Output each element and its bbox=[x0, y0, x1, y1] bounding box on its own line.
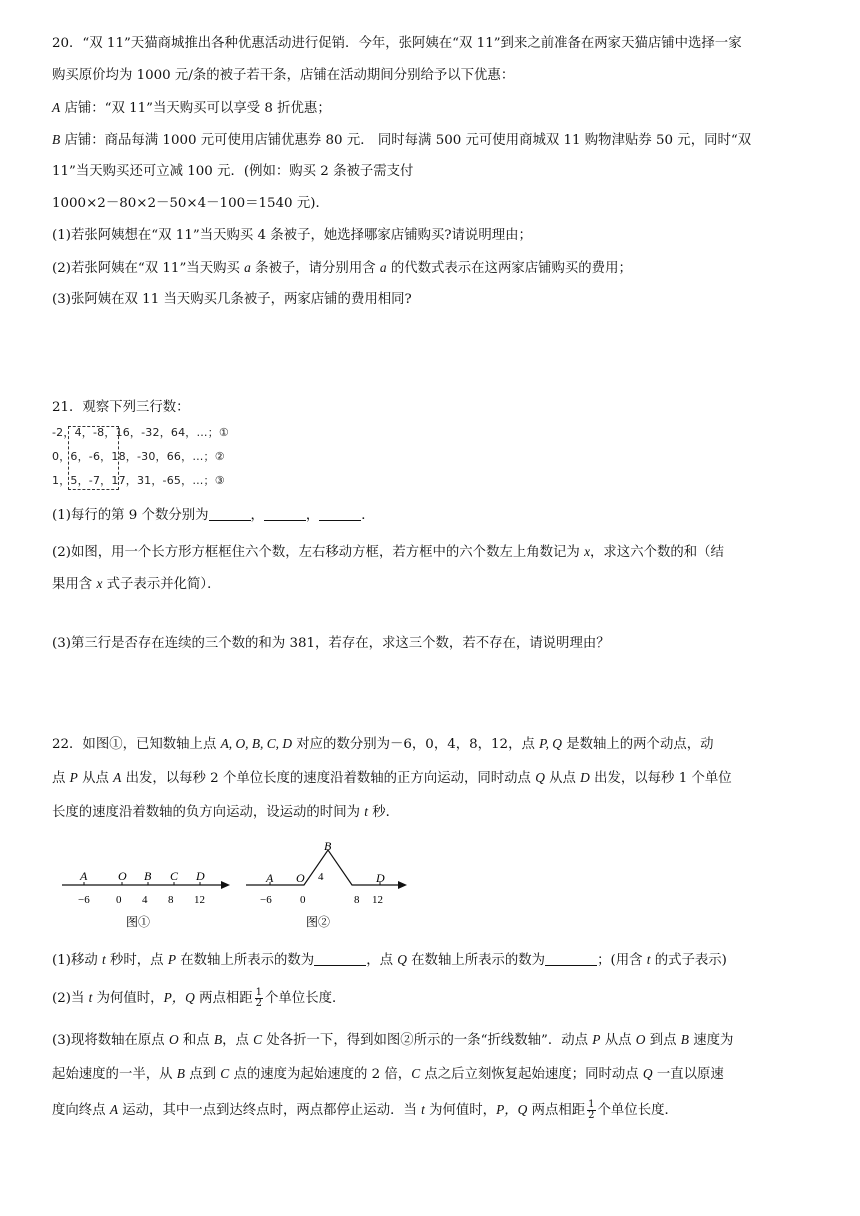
point-value-c: 8 bbox=[168, 894, 174, 906]
var-b: B bbox=[213, 1032, 223, 1047]
separator: ， bbox=[305, 508, 320, 523]
q22-part-2 bbox=[52, 988, 345, 1009]
q21-p1-text: (1)每行的第 9 个数分别为 bbox=[52, 508, 209, 523]
value-c: 8 bbox=[354, 894, 360, 906]
value-o: 0 bbox=[300, 894, 306, 906]
q22-part-1 bbox=[52, 950, 727, 971]
q21-p2-text-b: ，求这六个数的和（结 bbox=[590, 545, 724, 560]
var-pq: P，Q bbox=[496, 1102, 528, 1117]
point-value-d: 12 bbox=[194, 894, 205, 906]
var-q: Q bbox=[535, 770, 545, 785]
var-a: A bbox=[113, 770, 122, 785]
dashed-rectangle-frame bbox=[68, 426, 119, 490]
q21-part-1 bbox=[52, 506, 375, 526]
var-x: x bbox=[96, 576, 103, 591]
point-value-a: −6 bbox=[78, 894, 90, 906]
fraction-one-half bbox=[255, 988, 263, 1009]
arrow-head bbox=[221, 881, 230, 889]
q21-p2-text-c: 果用含 bbox=[52, 577, 97, 592]
answer-blank bbox=[264, 507, 306, 521]
point-label-c: C bbox=[170, 869, 179, 883]
moving-points: P, Q bbox=[539, 736, 562, 751]
t: 出发，以每秒 2 个单位长度的速度沿着数轴的正方向运动，同时动点 bbox=[121, 771, 536, 786]
q20-p2-text-c: 的代数式表示在这两家店铺购买的费用； bbox=[386, 261, 632, 276]
var-a: A bbox=[109, 1102, 119, 1117]
point-label-d: D bbox=[196, 869, 205, 883]
var-p: P bbox=[69, 770, 78, 785]
t: 一直以原速 bbox=[652, 1067, 724, 1082]
t: 从点 bbox=[544, 771, 581, 786]
value-d: 12 bbox=[372, 894, 383, 906]
q21-part-3: (3)第三行是否存在连续的三个数的和为 381，若存在，求这三个数，若不存在，请说明理由？ bbox=[52, 636, 610, 651]
sequence-row-3: 1，5，-7，17，31，-65，…；③ bbox=[52, 474, 225, 487]
q22-line-2 bbox=[52, 768, 732, 789]
answer-blank bbox=[209, 507, 251, 521]
t: 为何值时， bbox=[424, 1103, 497, 1118]
q21-part-2-line-2 bbox=[52, 574, 220, 595]
t: 速度为 bbox=[688, 1033, 734, 1048]
shop-b-letter: B bbox=[52, 132, 61, 147]
t: 在数轴上所表示的数为 bbox=[406, 953, 546, 968]
folded-number-line-figure-2 bbox=[240, 838, 420, 930]
t: 个单位长度． bbox=[597, 1103, 678, 1118]
t: 处各折一下，得到如图②所示的一条“折线数轴”．动点 bbox=[262, 1033, 593, 1048]
sequence-row-2: 0，6，-6，18，-30，66，…；② bbox=[52, 450, 225, 463]
t: (2)当 bbox=[52, 991, 89, 1006]
q20-shop-b bbox=[52, 130, 751, 151]
separator: ， bbox=[250, 508, 264, 523]
var-p: P bbox=[167, 952, 177, 967]
shop-a-text: 店铺：“双 11”当天购买可以享受 8 折优惠； bbox=[60, 101, 331, 116]
t: 和点 bbox=[178, 1033, 214, 1048]
q20-part-3: (3)张阿姨在双 11 当天购买几条被子，两家店铺的费用相同? bbox=[52, 292, 412, 307]
answer-blank bbox=[545, 952, 597, 966]
var-c: C bbox=[253, 1032, 263, 1047]
t: 两点相距 bbox=[194, 991, 253, 1006]
var-o: O bbox=[168, 1032, 179, 1047]
t: 从点 bbox=[77, 771, 114, 786]
var-p: P bbox=[592, 1032, 601, 1047]
number-line-figure-1 bbox=[58, 860, 238, 930]
var-b: B bbox=[176, 1066, 185, 1081]
t: 点的速度为起始速度的 2 倍， bbox=[229, 1067, 412, 1082]
var-a: a bbox=[244, 260, 251, 275]
denominator: 2 bbox=[588, 1110, 595, 1121]
t: 在数轴上所表示的数为 bbox=[176, 953, 315, 968]
fraction-one-half bbox=[587, 1100, 595, 1121]
t: 运动，其中一点到达终点时，两点都停止运动．当 bbox=[118, 1103, 422, 1118]
q22-l1-text-a: 22．如图①，已知数轴上点 bbox=[52, 737, 221, 752]
t: 的式子表示) bbox=[650, 953, 727, 968]
q20-part-2 bbox=[52, 258, 632, 279]
point-label-o: O bbox=[118, 869, 127, 883]
q21-p2-text-d: 式子表示并化简）． bbox=[102, 577, 221, 592]
t: 长度的速度沿着数轴的负方向运动，设运动的时间为 bbox=[52, 805, 365, 820]
q20-part-1: (1)若张阿姨想在“双 11”当天购买 4 条被子，她选择哪家店铺购买?请说明理由； bbox=[52, 228, 532, 243]
var-t: t bbox=[646, 952, 651, 967]
var-d: D bbox=[580, 770, 590, 785]
q22-line-1 bbox=[52, 734, 714, 755]
period: ． bbox=[361, 508, 375, 523]
t: 点 bbox=[52, 771, 70, 786]
t: 为何值时， bbox=[92, 991, 164, 1006]
numerator: 1 bbox=[588, 1099, 595, 1110]
t: ，点 bbox=[222, 1033, 254, 1048]
point-label-a: A bbox=[80, 869, 88, 883]
label-b: B bbox=[324, 839, 332, 853]
value-b: 4 bbox=[318, 871, 324, 883]
point-value-o: 0 bbox=[116, 894, 122, 906]
q20-p2-text-a: (2)若张阿姨在“双 11”当天购买 bbox=[52, 261, 245, 276]
q22-part-3-line-1 bbox=[52, 1030, 733, 1051]
q20-p2-text-b: 条被子，请分别用含 bbox=[250, 261, 380, 276]
q20-shop-a bbox=[52, 98, 331, 119]
var-t: t bbox=[421, 1102, 425, 1117]
var-c: C bbox=[411, 1066, 421, 1081]
var-x: x bbox=[584, 544, 591, 559]
var-a: a bbox=[379, 260, 387, 275]
t: 出发，以每秒 1 个单位 bbox=[589, 771, 732, 786]
t: (3)现将数轴在原点 bbox=[52, 1033, 169, 1048]
var-t: t bbox=[88, 990, 93, 1005]
var-c: C bbox=[220, 1066, 230, 1081]
label-d: D bbox=[376, 871, 385, 885]
point-label-b: B bbox=[144, 869, 152, 883]
t: ，点 bbox=[366, 953, 398, 968]
var-b: B bbox=[680, 1032, 689, 1047]
point-value-b: 4 bbox=[142, 894, 148, 906]
t: 起始速度的一半，从 bbox=[52, 1067, 177, 1082]
numerator: 1 bbox=[255, 987, 263, 998]
figure-1-caption: 图① bbox=[126, 915, 151, 929]
shop-b-text: 店铺：商品每满 1000 元可使用店铺优惠券 80 元． 同时每满 500 元可使用商城双 11 购物津贴券 50 元，同时“双 bbox=[60, 133, 752, 148]
t: (1)移动 bbox=[52, 953, 103, 968]
q21-part-2-line-1 bbox=[52, 542, 724, 563]
q20-example-formula: 1000×2－80×2－50×4－100＝1540 元)． bbox=[52, 196, 329, 211]
t: 从点 bbox=[600, 1033, 636, 1048]
answer-blank bbox=[314, 952, 366, 966]
var-t: t bbox=[102, 952, 106, 967]
answer-blank bbox=[319, 507, 361, 521]
t: 点到 bbox=[184, 1067, 221, 1082]
label-a: A bbox=[266, 871, 274, 885]
q22-part-3-line-3 bbox=[52, 1100, 678, 1121]
q22-l1-text-c: 是数轴上的两个动点，动 bbox=[561, 737, 714, 752]
q22-l1-text-b: 对应的数分别为－6，0，4，8，12，点 bbox=[292, 737, 540, 752]
q22-line-3 bbox=[52, 802, 399, 823]
t: 两点相距 bbox=[527, 1103, 586, 1118]
t: 秒时，点 bbox=[105, 953, 168, 968]
shop-a-letter: A bbox=[52, 100, 61, 115]
q22-part-3-line-2 bbox=[52, 1064, 724, 1085]
denominator: 2 bbox=[255, 998, 263, 1009]
var-t: t bbox=[364, 804, 368, 819]
t: 到点 bbox=[645, 1033, 681, 1048]
var-o: O bbox=[635, 1032, 646, 1047]
q20-line-1: 20．“双 11”天猫商城推出各种优惠活动进行促销．今年，张阿姨在“双 11”到来之前准备在两家天猫店铺中选择一家 bbox=[52, 36, 742, 51]
var-pq: P，Q bbox=[163, 990, 195, 1005]
t: 点之后立刻恢复起始速度；同时动点 bbox=[420, 1067, 643, 1082]
arrow-head bbox=[398, 881, 407, 889]
t: ；(用含 bbox=[597, 953, 647, 968]
t: 秒． bbox=[367, 805, 400, 820]
q20-line-2: 购买原价均为 1000 元/条的被子若干条，店铺在活动期间分别给予以下优惠： bbox=[52, 68, 515, 83]
var-q: Q bbox=[642, 1066, 653, 1081]
var-q: Q bbox=[397, 952, 407, 967]
figure-2-caption: 图② bbox=[306, 915, 331, 929]
q20-line-5: 11”当天购买还可立减 100 元．(例如：购买 2 条被子需支付 bbox=[52, 164, 414, 179]
t: 度向终点 bbox=[52, 1103, 110, 1118]
value-a: −6 bbox=[260, 894, 272, 906]
q21-p2-text-a: (2)如图，用一个长方形方框框住六个数，左右移动方框，若方框中的六个数左上角数记为 bbox=[52, 545, 585, 560]
sequence-row-1: -2，4，-8，16，-32，64，…；① bbox=[52, 426, 229, 439]
label-o: O bbox=[296, 871, 305, 885]
point-names: A, O, B, C, D bbox=[220, 736, 293, 751]
t: 个单位长度． bbox=[265, 991, 346, 1006]
q21-title: 21．观察下列三行数： bbox=[52, 400, 190, 415]
